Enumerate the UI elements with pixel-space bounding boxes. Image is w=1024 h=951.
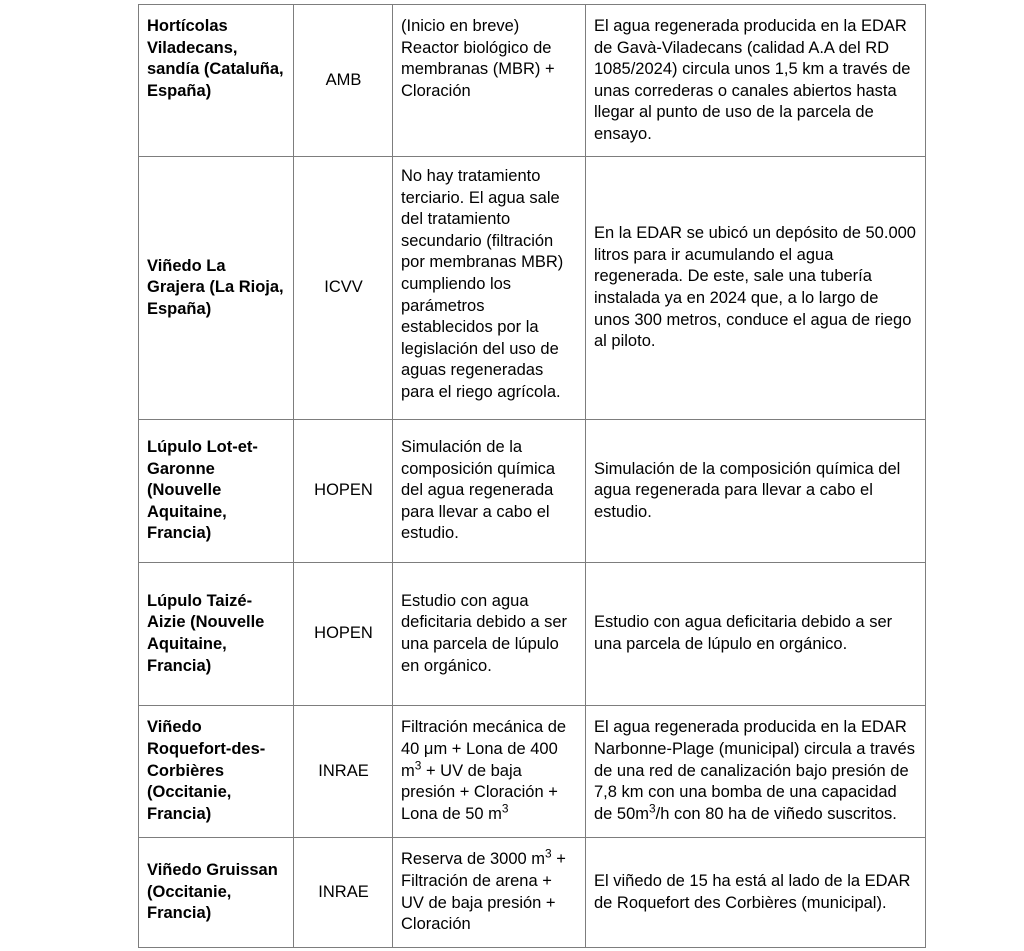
treatment-cell: Filtración mecánica de 40 μm + Lona de 400 $m^3$ + UV de baja presión + Cloración + Lona de 50 $m^3$: [393, 706, 586, 838]
organization-cell: HOPEN: [294, 563, 393, 706]
pilot-sites-table: [138, 4, 926, 948]
organization-cell: INRAE: [294, 838, 393, 948]
treatment-cell: No hay tratamiento terciario. El agua sale del tratamiento secundario (filtración por membranas MBR) cumpliendo los parámetros establecidos por la legislación del uso de aguas regeneradas para el riego agrícola.: [393, 157, 586, 420]
organization-cell: AMB: [294, 5, 393, 157]
site-name-cell: Viñedo Gruissan (Occitanie, Francia): [139, 838, 294, 948]
organization-cell: ICVV: [294, 157, 393, 420]
table-row: [139, 706, 926, 838]
organization-cell: INRAE: [294, 706, 393, 838]
organization-cell: HOPEN: [294, 420, 393, 563]
site-name-cell: Viñedo La Grajera (La Rioja, España): [139, 157, 294, 420]
table-row: [139, 157, 926, 420]
description-cell: El agua regenerada producida en la EDAR de Gavà-Viladecans (calidad A.A del RD 1085/2024) circula unos 1,5 km a través de unas correderas o canales abiertos hasta llegar al punto de uso de la parcela de ensayo.: [586, 5, 926, 157]
table-row: [139, 563, 926, 706]
description-cell: En la EDAR se ubicó un depósito de 50.000 litros para ir acumulando el agua regenerada. De este, sale una tubería instalada ya en 2024 que, a lo largo de unos 300 metros, conduce el agua de riego al piloto.: [586, 157, 926, 420]
description-cell: El agua regenerada producida en la EDAR Narbonne-Plage (municipal) circula a través de una red de canalización bajo presión de 7,8 km con una bomba de una capacidad de $50m^3/h$ con 80 ha de viñedo suscritos.: [586, 706, 926, 838]
table-row: [139, 5, 926, 157]
site-name-cell: Hortícolas Viladecans, sandía (Cataluña, España): [139, 5, 294, 157]
treatment-cell: Estudio con agua deficitaria debido a ser una parcela de lúpulo en orgánico.: [393, 563, 586, 706]
treatment-cell: Simulación de la composición química del agua regenerada para llevar a cabo el estudio.: [393, 420, 586, 563]
site-name-cell: Lúpulo Taizé-Aizie (Nouvelle Aquitaine, Francia): [139, 563, 294, 706]
site-name-cell: Viñedo Roquefort-des-Corbières (Occitanie, Francia): [139, 706, 294, 838]
treatment-cell: (Inicio en breve) Reactor biológico de membranas (MBR) + Cloración: [393, 5, 586, 157]
description-cell: Simulación de la composición química del agua regenerada para llevar a cabo el estudio.: [586, 420, 926, 563]
table-row: [139, 420, 926, 563]
description-cell: El viñedo de 15 ha está al lado de la EDAR de Roquefort des Corbières (municipal).: [586, 838, 926, 948]
site-name-cell: Lúpulo Lot-et-Garonne (Nouvelle Aquitaine, Francia): [139, 420, 294, 563]
description-cell: Estudio con agua deficitaria debido a ser una parcela de lúpulo en orgánico.: [586, 563, 926, 706]
table-body: [139, 5, 926, 948]
table-row: [139, 838, 926, 948]
treatment-cell: Reserva de 3000 $m^3$ + Filtración de arena + UV de baja presión + Cloración: [393, 838, 586, 948]
